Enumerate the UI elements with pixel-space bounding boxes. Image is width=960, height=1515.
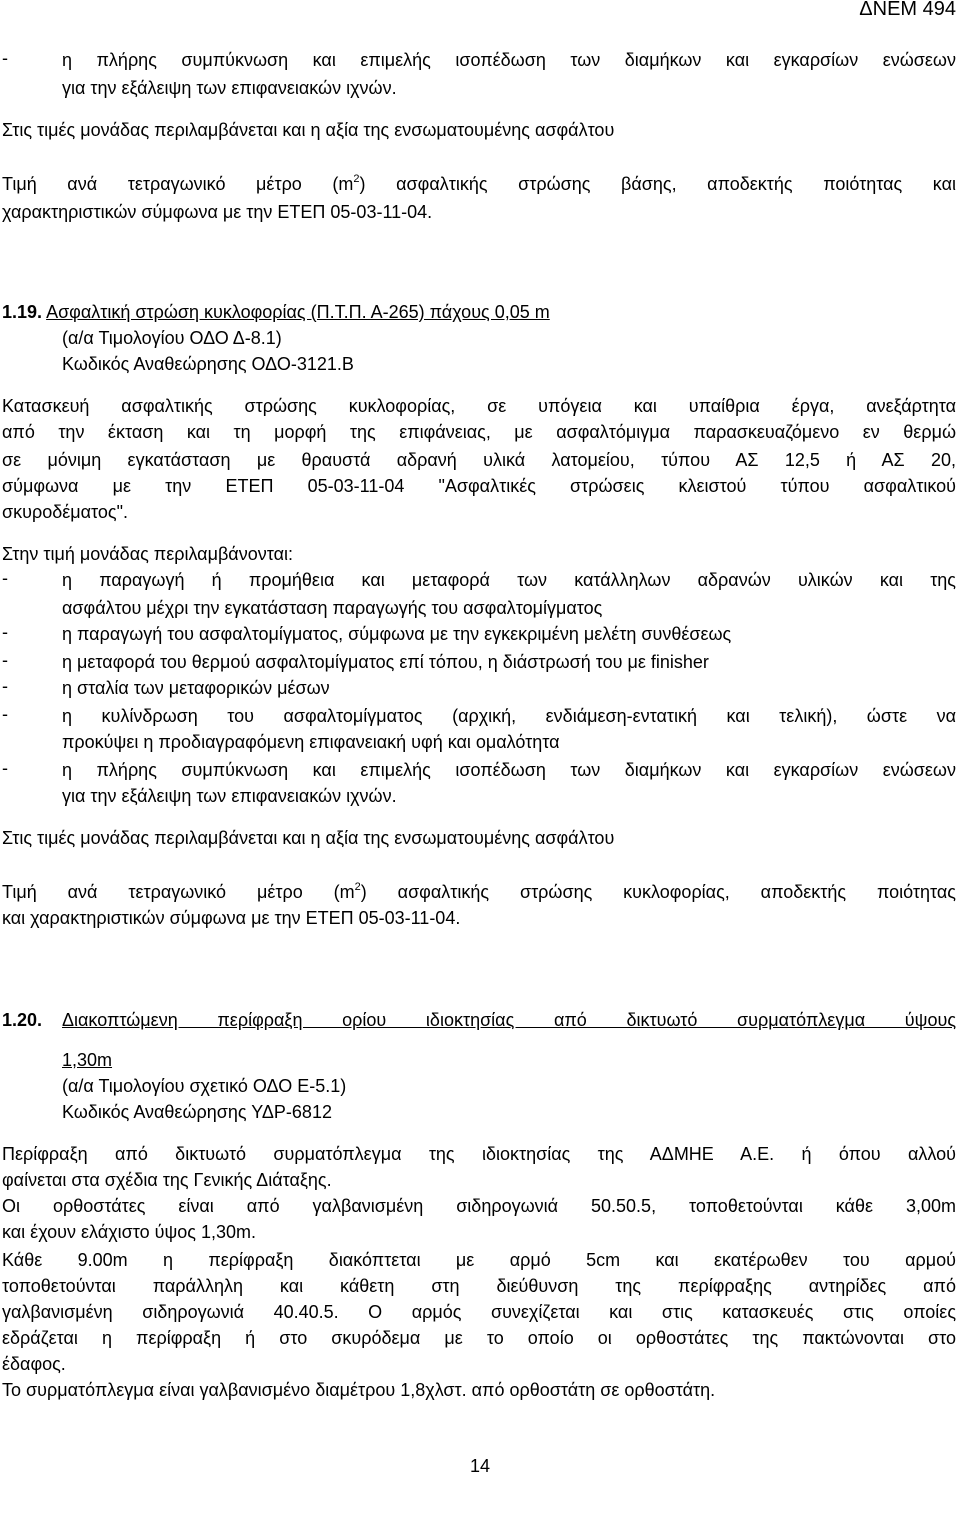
price-list-reference: (α/α Τιμολογίου ΟΔΟ Δ-8.1) (62, 328, 282, 348)
list-item-text: η κυλίνδρωση του ασφαλτομίγματος (αρχική, ενδιάμεση-εντατική και τελική), ώστε να (62, 706, 956, 726)
section-title: Διακοπτώμενη περίφραξη ορίου ιδιοκτησίας από δικτυωτό συρματόπλεγμα ύψους (62, 1010, 956, 1030)
list-item-text: η πλήρης συμπύκνωση και επιμελής ισοπέδωση των διαμήκων και εγκαρσίων ενώσεων (62, 50, 956, 70)
list-dash: - (2, 758, 8, 778)
list-item-text: η μεταφορά του θερμού ασφαλτομίγματος επί τόπου, η διάστρωσή του με finisher (62, 652, 709, 672)
body-line: Κάθε 9.00m η περίφραξη διακόπτεται με αρμό 5cm και εκατέρωθεν του αρμού (2, 1250, 956, 1270)
section-title-cont: 1,30m (62, 1050, 113, 1070)
list-dash: - (2, 48, 8, 68)
body-line: Οι ορθοστάτες είναι από γαλβανισμένη σιδηρογωνιά 50.50.5, τοποθετούνται κάθε 3,00m (2, 1196, 956, 1216)
list-dash: - (2, 622, 8, 642)
body-line: γαλβανισμένη σιδηρογωνιά 40.40.5. Ο αρμός συνεχίζεται και στις κατασκευές στις οποίες (2, 1302, 956, 1322)
body-line: φαίνεται στα σχέδια της Γενικής Διάταξης. (2, 1170, 332, 1190)
body-line: εδράζεται η περίφραξη ή στο σκυρόδεμα με το οποίο οι ορθοστάτες της πακτώνονται στο (2, 1328, 956, 1348)
body-line: Το συρματόπλεγμα είναι γαλβανισμένο διαμέτρου 1,8χλστ. από ορθοστάτη σε ορθοστάτη. (2, 1380, 716, 1400)
revision-code: Κωδικός Αναθεώρησης ΟΔΟ-3121.Β (62, 354, 354, 374)
section-number: 1.20. (2, 1010, 43, 1030)
list-item-text: ασφάλτου μέχρι την εγκατάσταση παραγωγής του ασφαλτομίγματος (62, 598, 603, 618)
section-number: 1.19. (2, 302, 43, 322)
description-line: Κατασκευή ασφαλτικής στρώσης κυκλοφορίας, σε υπόγεια και υπαίθρια έργα, ανεξάρτητα (2, 396, 956, 416)
list-item-text: η παραγωγή ή προμήθεια και μεταφορά των κατάλληλων αδρανών υλικών και της (62, 570, 956, 590)
list-item-text: η σταλία των μεταφορικών μέσων (62, 678, 330, 698)
description-line: σκυροδέματος". (2, 502, 128, 522)
body-line: και έχουν ελάχιστο ύψος 1,30m. (2, 1222, 257, 1242)
description-line: σύμφωνα με την ΕΤΕΠ 05-03-11-04 "Ασφαλτικές στρώσεις κλειστού τύπου ασφαλτικού (2, 476, 956, 496)
list-dash: - (2, 650, 8, 670)
list-dash: - (2, 704, 8, 724)
unit-price-line: Τιμή ανά τετραγωνικό μέτρο $(m^2)$ ασφαλτικής στρώσης βάσης, αποδεκτής ποιότητας και (2, 173, 956, 194)
page-number: 14 (469, 1456, 491, 1476)
section-title: Ασφαλτική στρώση κυκλοφορίας (Π.Τ.Π. Α-265) πάχους 0,05 m (46, 302, 550, 322)
revision-code: Κωδικός Αναθεώρησης ΥΔΡ-6812 (62, 1102, 332, 1122)
list-item-text: η πλήρης συμπύκνωση και επιμελής ισοπέδωση των διαμήκων και εγκαρσίων ενώσεων (62, 760, 956, 780)
body-line: έδαφος. (2, 1354, 66, 1374)
price-list-reference: (α/α Τιμολογίου σχετικό ΟΔΟ Ε-5.1) (62, 1076, 347, 1096)
section-heading-1-19 (2, 300, 550, 324)
list-item-text: για την εξάλειψη των επιφανειακών ιχνών. (62, 786, 397, 806)
body-line: Περίφραξη από δικτυωτό συρματόπλεγμα της ιδιοκτησίας της ΑΔΜΗΕ Α.Ε. ή όπου αλλού (2, 1144, 956, 1164)
includes-label: Στην τιμή μονάδας περιλαμβάνονται: (2, 544, 293, 564)
unit-price-line: χαρακτηριστικών σύμφωνα με την ΕΤΕΠ 05-03-11-04. (2, 202, 433, 222)
unit-price-line: Τιμή ανά τετραγωνικό μέτρο $(m^2)$ ασφαλτικής στρώσης κυκλοφορίας, αποδεκτής ποιότητας (2, 881, 956, 902)
list-dash: - (2, 568, 8, 588)
description-line: από την έκταση και τη μορφή της επιφάνειας, με ασφαλτόμιγμα παρασκευαζόμενο εν θερμώ (2, 422, 956, 442)
price-note: Στις τιμές μονάδας περιλαμβάνεται και η αξία της ενσωματουμένης ασφάλτου (2, 828, 615, 848)
list-item-text: η παραγωγή του ασφαλτομίγματος, σύμφωνα με την εγκεκριμένη μελέτη συνθέσεως (62, 624, 732, 644)
list-item-text: προκύψει η προδιαγραφόμενη επιφανειακή υφή και ομαλότητα (62, 732, 560, 752)
list-item-text: για την εξάλειψη των επιφανειακών ιχνών. (62, 78, 397, 98)
body-line: τοποθετούνται παράλληλη και κάθετη στη διεύθυνση της περίφραξης αντηρίδες από (2, 1276, 956, 1296)
document-code-header: ΔΝΕΜ 494 (859, 0, 956, 20)
unit-price-line: και χαρακτηριστικών σύμφωνα με την ΕΤΕΠ 05-03-11-04. (2, 908, 461, 928)
list-dash: - (2, 676, 8, 696)
price-note: Στις τιμές μονάδας περιλαμβάνεται και η αξία της ενσωματουμένης ασφάλτου (2, 120, 615, 140)
description-line: σε μόνιμη εγκατάσταση με θραυστά αδρανή υλικά λατομείου, τύπου ΑΣ 12,5 ή ΑΣ 20, (2, 450, 956, 470)
